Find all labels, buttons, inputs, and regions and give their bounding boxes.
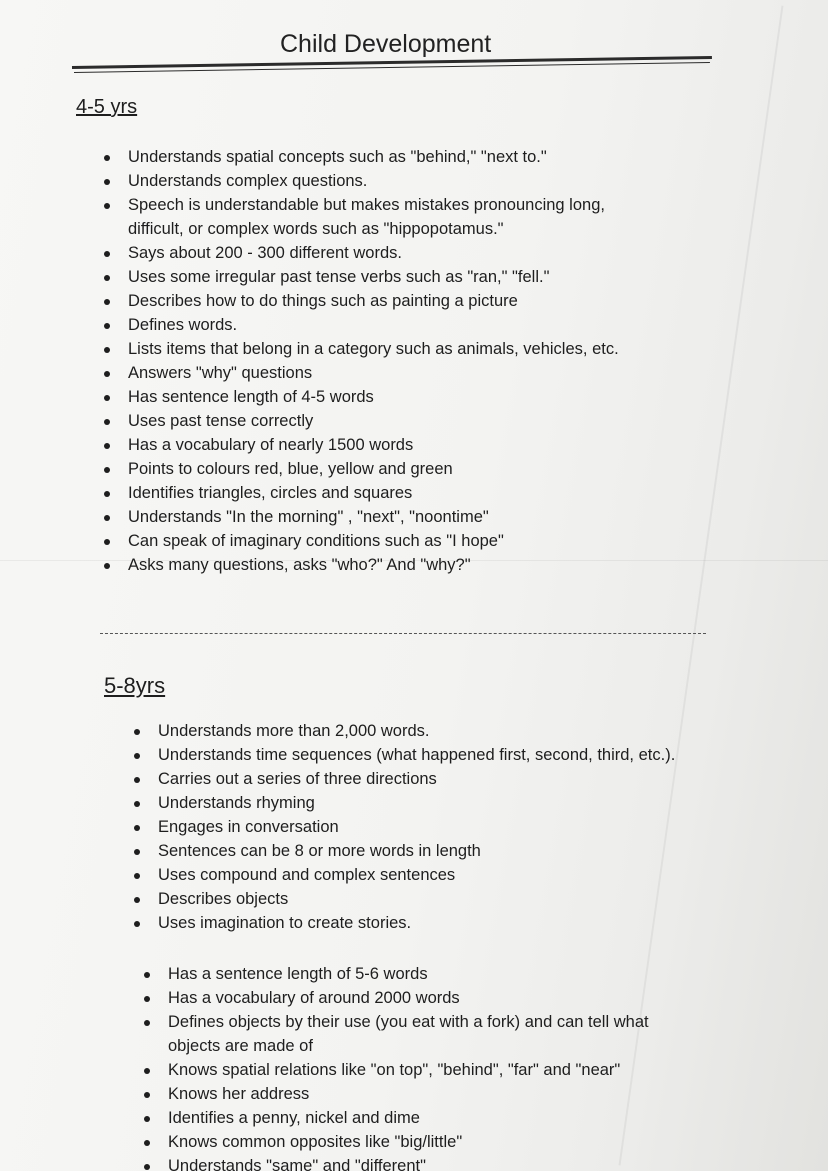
list-item: Understands "same" and "different" [140,1154,649,1171]
list-item: Understands rhyming [130,791,675,815]
list-item: Speech is understandable but makes mistakes pronouncing long, [100,193,619,217]
list-item: Engages in conversation [130,815,675,839]
list-item: Understands "In the morning" , "next", "noontime" [100,505,619,529]
list-item: Describes objects [130,887,675,911]
page-title: Child Development [280,30,492,58]
list-item-continuation: objects are made of [168,1037,313,1055]
list-item: Understands complex questions. [100,169,619,193]
list-item-continuation: difficult, or complex words such as "hippopotamus." [128,220,504,238]
list-item: Understands spatial concepts such as "behind," "next to." [100,145,619,169]
list-item: Identifies triangles, circles and squares [100,481,619,505]
list-item: Carries out a series of three directions [130,767,675,791]
list-item: Uses compound and complex sentences [130,863,675,887]
list-item: Sentences can be 8 or more words in length [130,839,675,863]
list-item: Uses some irregular past tense verbs such as "ran," "fell." [100,265,619,289]
list-item: Has a vocabulary of around 2000 words [140,986,649,1010]
list-item: Has sentence length of 4-5 words [100,385,619,409]
section-divider [100,633,706,634]
list-item: Points to colours red, blue, yellow and green [100,457,619,481]
list-item: Answers "why" questions [100,361,619,385]
list-item: Knows her address [140,1082,649,1106]
milestones-list-5-8-continued [140,962,649,1171]
list-item: Lists items that belong in a category such as animals, vehicles, etc. [100,337,619,361]
list-item: Uses past tense correctly [100,409,619,433]
list-item: Has a vocabulary of nearly 1500 words [100,433,619,457]
list-item: Uses imagination to create stories. [130,911,675,935]
section-heading-5-8: 5-8yrs [104,673,166,698]
list-item: Defines objects by their use (you eat with a fork) and can tell what [140,1010,649,1034]
milestones-list-4-5 [100,145,619,577]
list-item: Defines words. [100,313,619,337]
list-item: Says about 200 - 300 different words. [100,241,619,265]
list-item: Has a sentence length of 5-6 words [140,962,649,986]
list-item: Identifies a penny, nickel and dime [140,1106,649,1130]
list-item: Understands time sequences (what happened first, second, third, etc.). [130,743,675,767]
list-item: Describes how to do things such as painting a picture [100,289,619,313]
list-item: Asks many questions, asks "who?" And "why?" [100,553,619,577]
list-item: Can speak of imaginary conditions such as "I hope" [100,529,619,553]
list-item: Knows common opposites like "big/little" [140,1130,649,1154]
section-heading-4-5: 4-5 yrs [76,96,138,118]
list-item: Understands more than 2,000 words. [130,719,675,743]
list-item: Knows spatial relations like "on top", "behind", "far" and "near" [140,1058,649,1082]
milestones-list-5-8 [130,719,675,935]
